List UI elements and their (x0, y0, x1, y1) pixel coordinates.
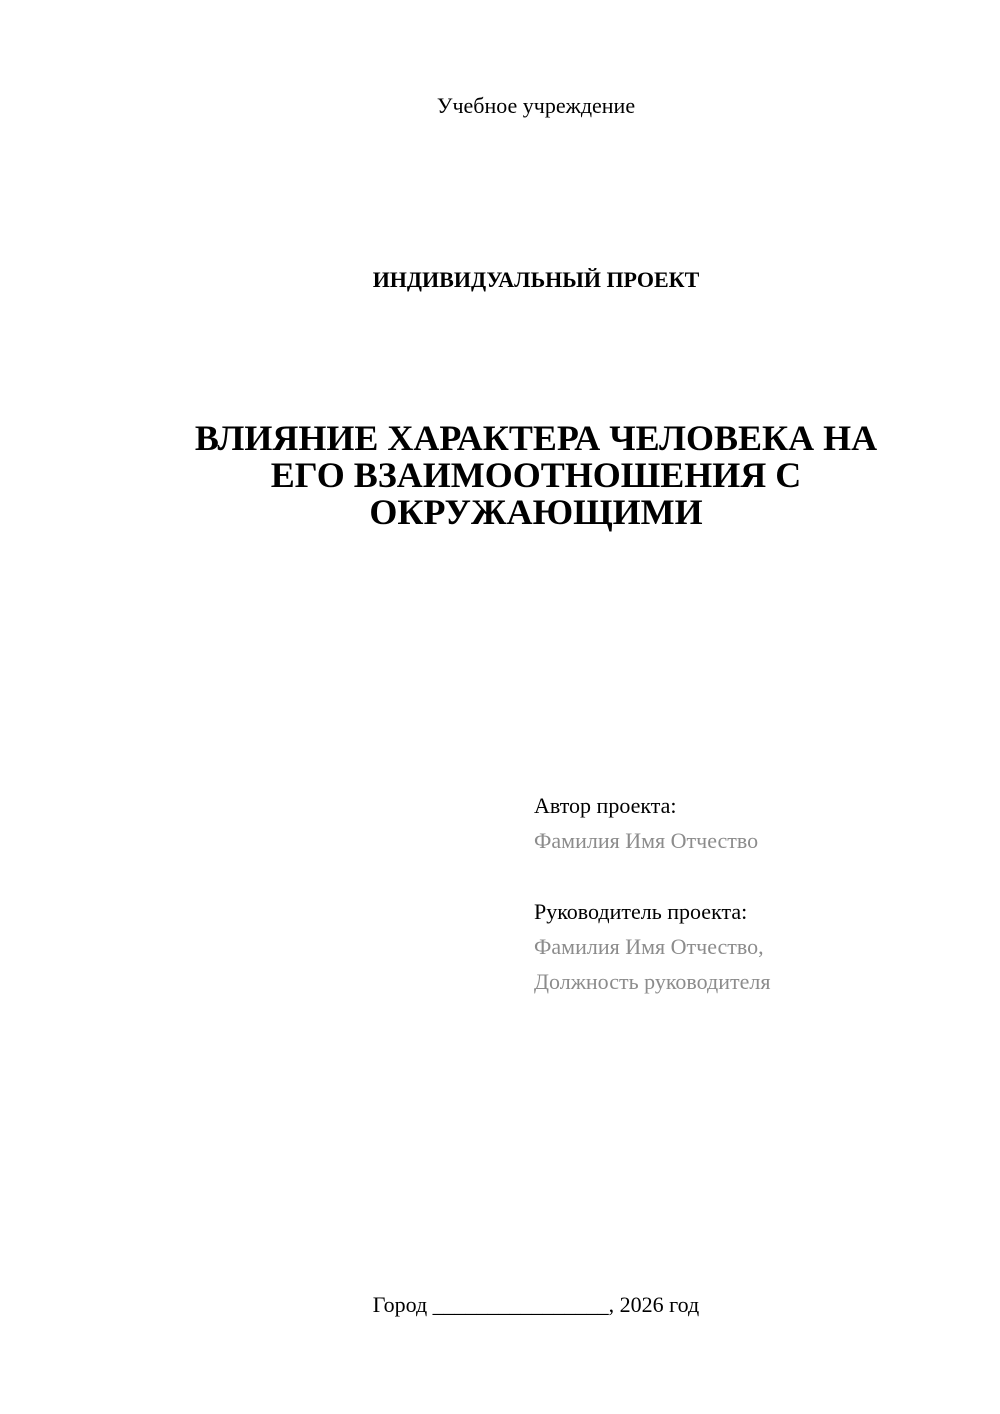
project-title-line: ОКРУЖАЮЩИМИ (369, 492, 703, 532)
author-label: Автор проекта: (534, 793, 677, 818)
project-title-line: ВЛИЯНИЕ ХАРАКТЕРА ЧЕЛОВЕКА НА (194, 418, 878, 458)
author-name-placeholder: Фамилия Имя Отчество (534, 828, 759, 853)
supervisor-name-placeholder: Фамилия Имя Отчество, (534, 934, 764, 959)
spacer (534, 858, 974, 894)
project-title-line: ЕГО ВЗАИМООТНОШЕНИЯ С (270, 455, 802, 495)
project-title (150, 420, 922, 531)
supervisor-label: Руководитель проекта: (534, 899, 748, 924)
authors-block (534, 788, 974, 999)
supervisor-position-placeholder: Должность руководителя (534, 969, 771, 994)
institution-name: Учебное учреждение (436, 93, 636, 118)
city-year-line: Город ________________, 2026 год (372, 1292, 700, 1317)
document-type: ИНДИВИДУАЛЬНЫЙ ПРОЕКТ (372, 267, 700, 292)
